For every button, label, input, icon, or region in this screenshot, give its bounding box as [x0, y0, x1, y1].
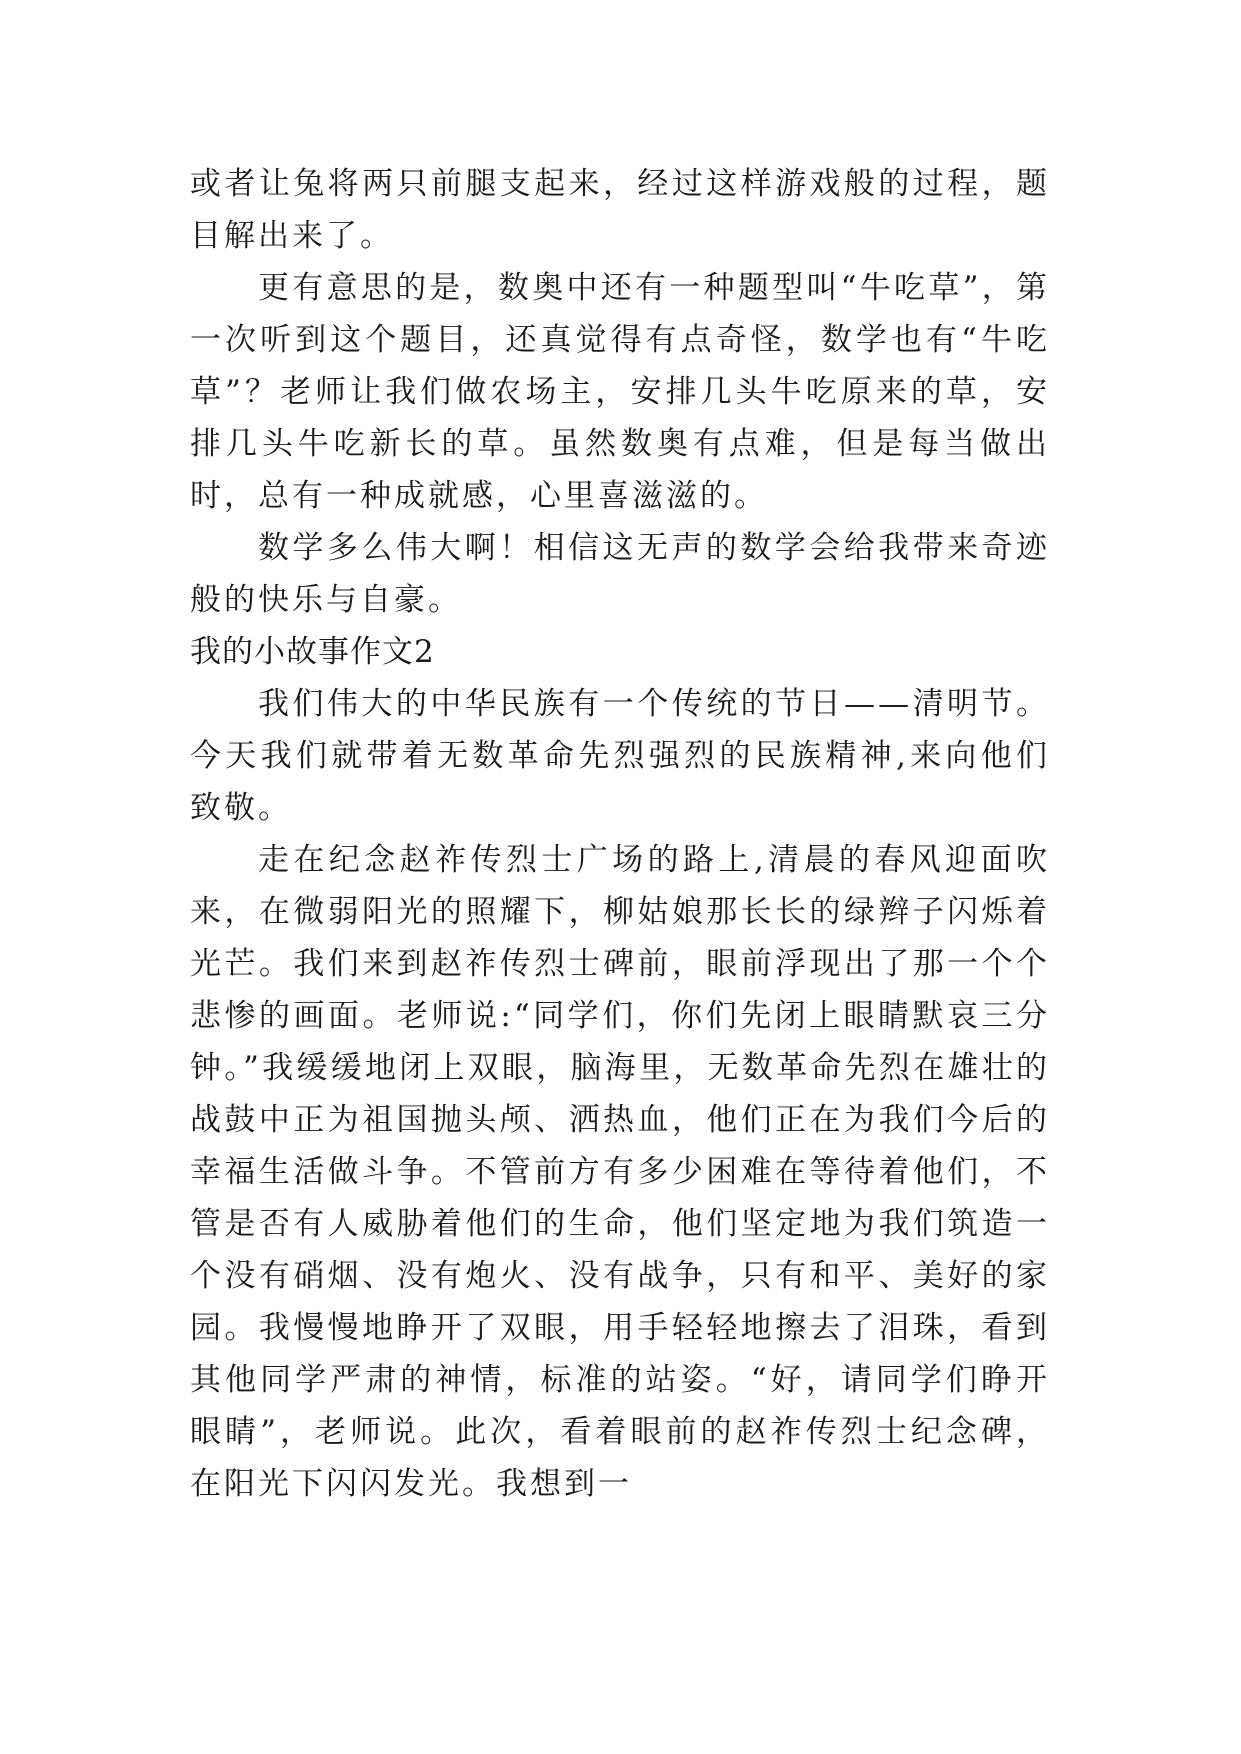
- section-heading: 我的小故事作文2: [190, 634, 435, 670]
- paragraph-continuation: 或者让兔将两只前腿支起来，经过这样游戏般的过程，题目解出来了。: [190, 166, 1050, 254]
- paragraph-conclusion: 数学多么伟大啊！相信这无声的数学会给我带来奇迹般的快乐与自豪。: [190, 530, 1050, 618]
- paragraph-niu-chi-cao: 更有意思的是，数奥中还有一种题型叫“牛吃草”，第一次听到这个题目，还真觉得有点奇怪，数学也有“牛吃草”？老师让我们做农场主，安排几头牛吃原来的草，安排几头牛吃新长的草。虽然数奥有点难，但是每当做出时，总有一种成就感，心里喜滋滋的。: [190, 270, 1050, 514]
- paragraph-memorial-visit: 走在纪念赵祚传烈士广场的路上,清晨的春风迎面吹来，在微弱阳光的照耀下，柳姑娘那长长的绿辫子闪烁着光芒。我们来到赵祚传烈士碑前，眼前浮现出了那一个个悲惨的画面。老师说:“同学们，你们先闭上眼睛默哀三分钟。”我缓缓地闭上双眼，脑海里，无数革命先烈在雄壮的战鼓中正为祖国抛头颅、洒热血，他们正在为我们今后的幸福生活做斗争。不管前方有多少困难在等待着他们，不管是否有人威胁着他们的生命，他们坚定地为我们筑造一个没有硝烟、没有炮火、没有战争，只有和平、美好的家园。我慢慢地睁开了双眼，用手轻轻地擦去了泪珠，看到其他同学严肃的神情，标准的站姿。“好，请同学们睁开眼睛”，老师说。此次，看着眼前的赵祚传烈士纪念碑，在阳光下闪闪发光。我想到一: [190, 842, 1050, 1502]
- document-body: [190, 158, 1050, 1510]
- paragraph-qingming-intro: 我们伟大的中华民族有一个传统的节日——清明节。今天我们就带着无数革命先烈强烈的民族精神,来向他们致敬。: [190, 686, 1050, 826]
